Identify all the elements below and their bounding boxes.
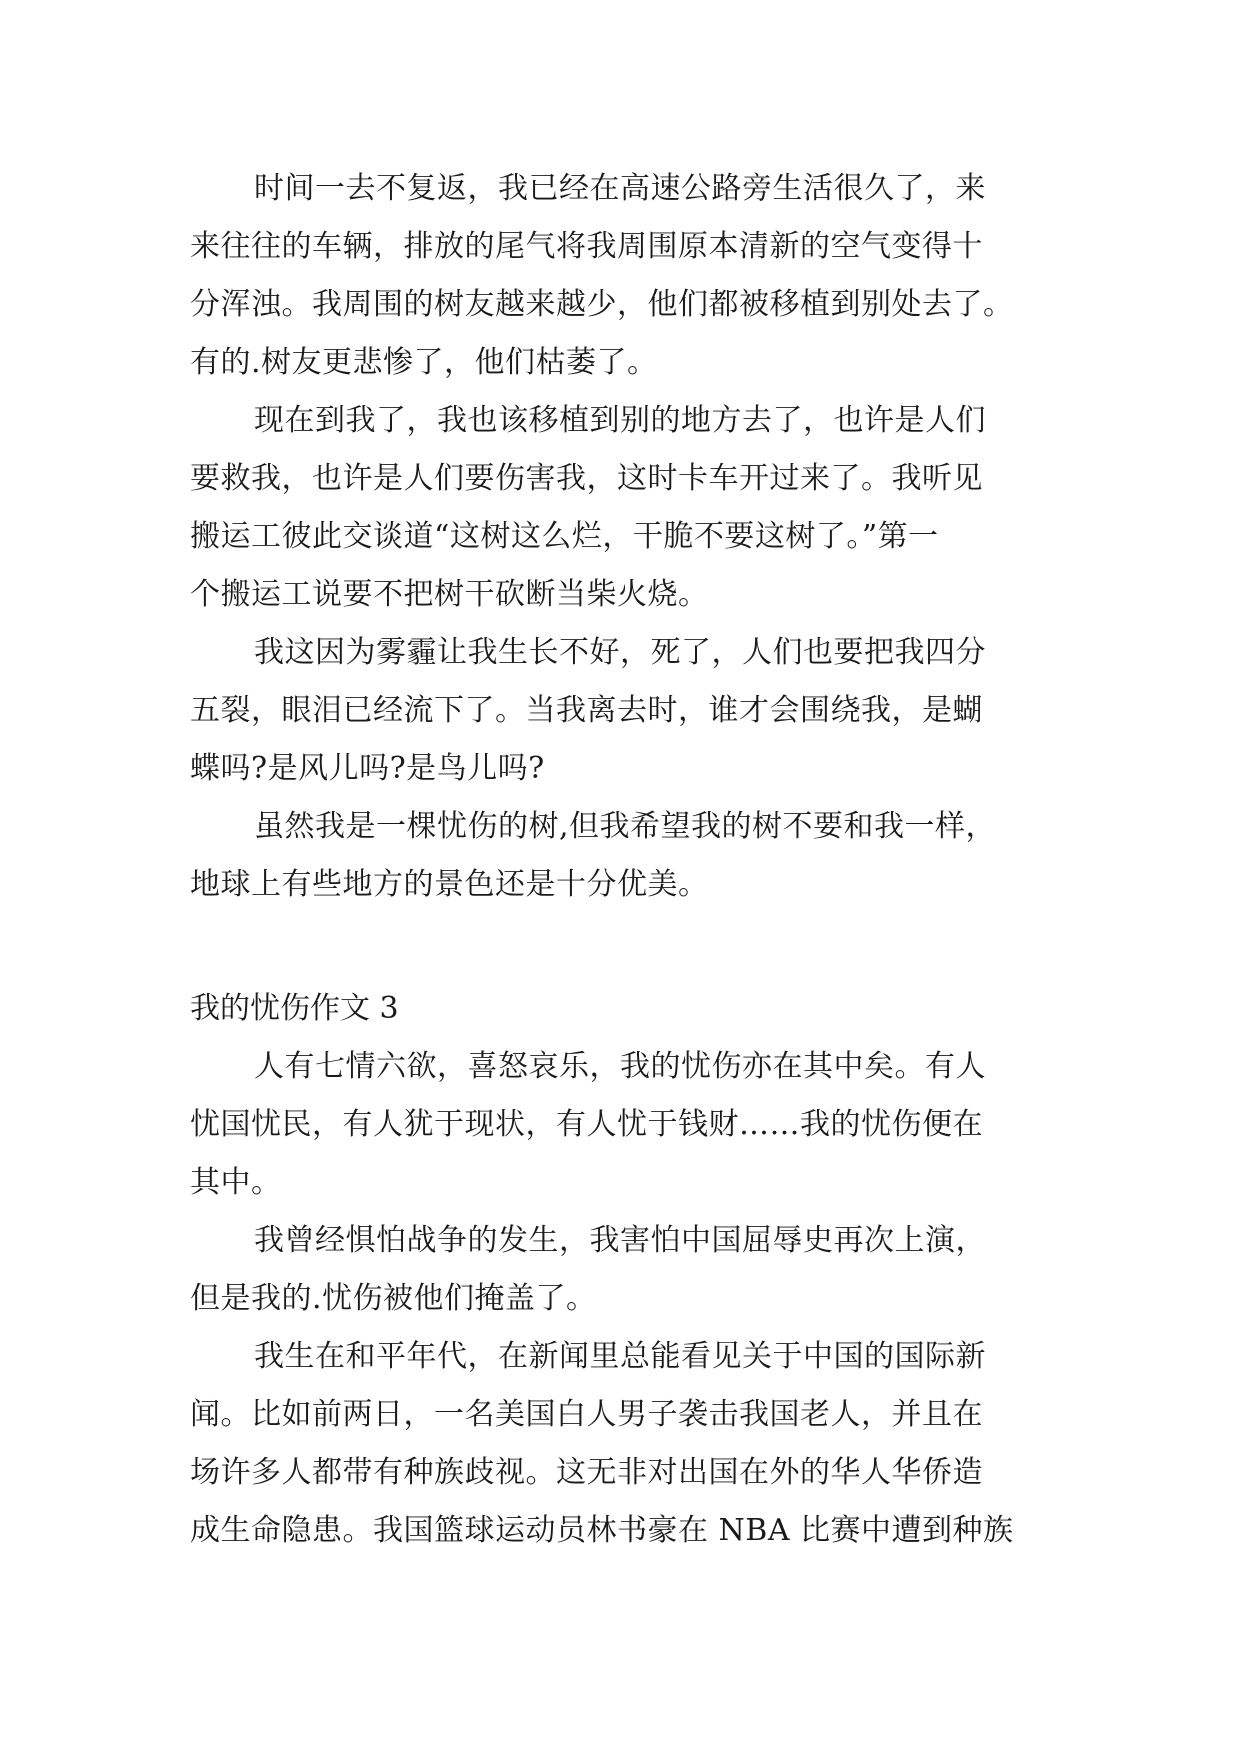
text-line: 蝶吗?是风儿吗?是鸟儿吗?: [190, 751, 545, 786]
paragraph: [190, 624, 1050, 798]
paragraph: [190, 1328, 1050, 1560]
section-gap: [190, 914, 1050, 980]
text-line: 人有七情六欲，喜怒哀乐，我的忧伤亦在其中矣。有人: [254, 1049, 986, 1084]
paragraph: [190, 798, 1050, 914]
paragraph: [190, 1212, 1050, 1328]
paragraph: [190, 1038, 1050, 1212]
document-page: [190, 160, 1050, 1560]
text-line: 要救我，也许是人们要伤害我，这时卡车开过来了。我听见: [190, 461, 983, 496]
text-line: 分浑浊。我周围的树友越来越少，他们都被移植到别处去了。: [190, 287, 1014, 322]
paragraph: [190, 392, 1050, 624]
text-line: 有的.树友更悲惨了，他们枯萎了。: [190, 345, 658, 380]
text-line: 五裂，眼泪已经流下了。当我离去时，谁才会围绕我，是蝴: [190, 693, 983, 728]
text-line: 虽然我是一棵忧伤的树,但我希望我的树不要和我一样，: [254, 809, 997, 844]
text-line: 个搬运工说要不把树干砍断当柴火烧。: [190, 577, 709, 612]
text-line: 成生命隐患。我国篮球运动员林书豪在 NBA 比赛中遭到种族: [190, 1513, 1014, 1548]
text-line: 时间一去不复返，我已经在高速公路旁生活很久了，来: [254, 171, 986, 206]
text-line: 来往往的车辆，排放的尾气将我周围原本清新的空气变得十: [190, 229, 983, 264]
text-line: 现在到我了，我也该移植到别的地方去了，也许是人们: [254, 403, 986, 438]
text-line: 搬运工彼此交谈道“这树这么烂，干脆不要这树了。”第一: [190, 519, 939, 554]
text-line: 忧国忧民，有人犹于现状，有人忧于钱财……我的忧伤便在: [190, 1107, 983, 1142]
text-line: 但是我的.忧伤被他们掩盖了。: [190, 1281, 597, 1316]
section-heading: 我的忧伤作文 3: [190, 991, 399, 1026]
text-line: 闻。比如前两日，一名美国白人男子袭击我国老人，并且在: [190, 1397, 983, 1432]
paragraph: [190, 160, 1050, 392]
text-line: 其中。: [190, 1165, 282, 1200]
text-line: 场许多人都带有种族歧视。这无非对出国在外的华人华侨造: [190, 1455, 983, 1490]
text-line: 地球上有些地方的景色还是十分优美。: [190, 867, 709, 902]
text-line: 我生在和平年代，在新闻里总能看见关于中国的国际新: [254, 1339, 986, 1374]
text-line: 我曾经惧怕战争的发生，我害怕中国屈辱史再次上演，: [254, 1223, 986, 1258]
text-line: 我这因为雾霾让我生长不好，死了，人们也要把我四分: [254, 635, 986, 670]
